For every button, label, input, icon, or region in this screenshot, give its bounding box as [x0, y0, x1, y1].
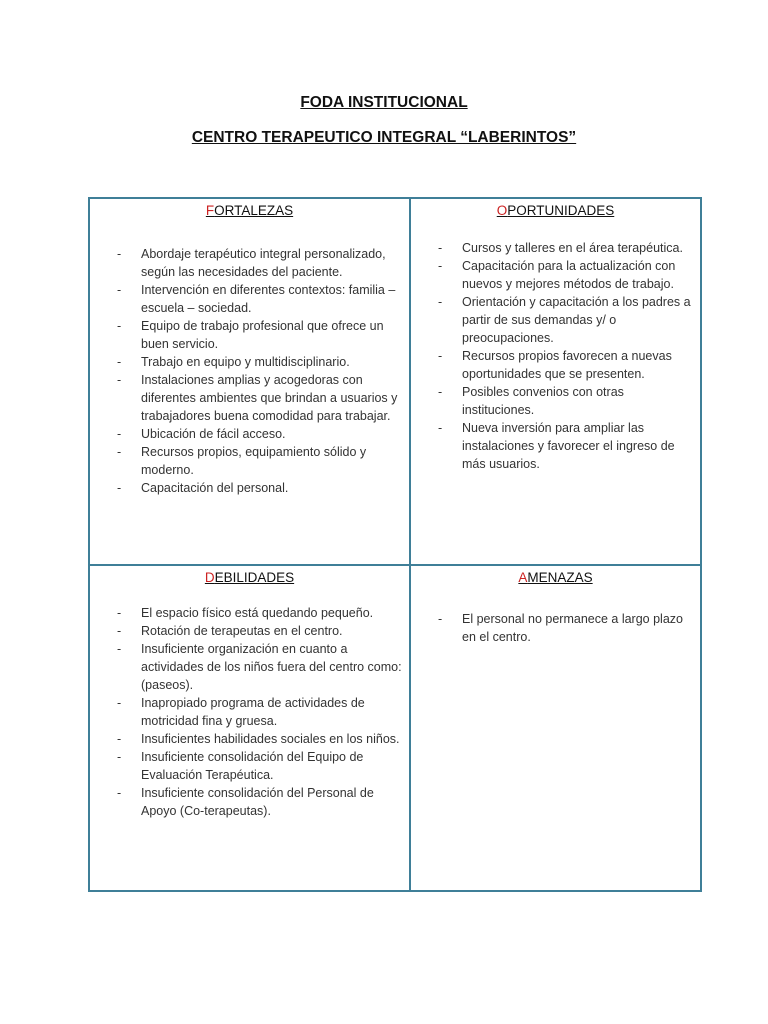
bullet-dash: -	[438, 241, 443, 255]
list-item	[117, 784, 402, 820]
heading-rest: EBILIDADES	[214, 570, 295, 585]
list-item-text: Intervención en diferentes contextos: familia – escuela – sociedad.	[141, 283, 396, 315]
list-item	[117, 622, 402, 640]
heading-initial: D	[204, 570, 215, 585]
list-item-text: Instalaciones amplias y acogedoras con diferentes ambientes que brindan a usuarios y trabajadores buena comodidad para trabajar.	[141, 373, 398, 423]
bullet-dash: -	[438, 385, 443, 399]
bullet-dash: -	[117, 786, 122, 800]
bullet-dash: -	[117, 696, 122, 710]
list-item	[117, 730, 402, 748]
cell-amenazas	[411, 566, 700, 890]
list-item	[438, 257, 698, 293]
list-item	[117, 317, 402, 353]
bullet-dash: -	[117, 445, 122, 459]
cell-oportunidades	[411, 199, 700, 564]
bullet-dash: -	[117, 283, 122, 297]
list-item	[438, 383, 698, 419]
heading-rest: MENAZAS	[527, 570, 593, 585]
list-item-text: Recursos propios, equipamiento sólido y moderno.	[141, 445, 367, 477]
list-item	[117, 245, 402, 281]
bullet-dash: -	[117, 624, 122, 638]
list-item-text: El personal no permanece a largo plazo en el centro.	[462, 612, 683, 644]
bullet-dash: -	[438, 421, 443, 435]
bullet-dash: -	[117, 319, 122, 333]
list-item	[117, 604, 402, 622]
list-item	[438, 347, 698, 383]
list-item-text: Posibles convenios con otras instituciones.	[462, 385, 624, 417]
bullet-dash: -	[117, 427, 122, 441]
list-item-text: Capacitación para la actualización con nuevos y mejores métodos de trabajo.	[462, 259, 676, 291]
list-item-text: Insuficiente consolidación del Equipo de Evaluación Terapéutica.	[141, 750, 364, 782]
list-item-text: Cursos y talleres en el área terapéutica.	[462, 241, 683, 255]
list-item	[438, 419, 698, 473]
cell-debilidades	[90, 566, 409, 890]
heading-fortalezas	[90, 203, 409, 218]
list-item-text: Insuficiente organización en cuanto a actividades de los niños fuera del centro como: (paseos).	[141, 642, 402, 692]
document-subtitle: CENTRO TERAPEUTICO INTEGRAL “LABERINTOS”	[191, 129, 577, 146]
bullet-dash: -	[117, 373, 122, 387]
bullet-dash: -	[117, 606, 122, 620]
bullet-dash: -	[117, 642, 122, 656]
list-item	[117, 640, 402, 694]
list-oportunidades	[438, 239, 698, 473]
bullet-dash: -	[438, 612, 443, 626]
cell-fortalezas	[90, 199, 409, 564]
list-item-text: Rotación de terapeutas en el centro.	[141, 624, 343, 638]
list-item-text: Insuficientes habilidades sociales en los niños.	[141, 732, 400, 746]
list-item-text: Recursos propios favorecen a nuevas oportunidades que se presenten.	[462, 349, 672, 381]
bullet-dash: -	[438, 349, 443, 363]
heading-debilidades	[90, 570, 409, 585]
list-item	[117, 371, 402, 425]
bullet-dash: -	[117, 355, 122, 369]
list-item-text: Equipo de trabajo profesional que ofrece un buen servicio.	[141, 319, 384, 351]
list-item-text: Insuficiente consolidación del Personal de Apoyo (Co-terapeutas).	[141, 786, 374, 818]
list-item-text: Ubicación de fácil acceso.	[141, 427, 286, 441]
list-fortalezas	[117, 245, 402, 497]
heading-initial: A	[518, 570, 528, 585]
heading-rest: PORTUNIDADES	[507, 203, 615, 218]
heading-initial: F	[205, 203, 215, 218]
list-debilidades	[117, 604, 402, 820]
bullet-dash: -	[117, 481, 122, 495]
list-item-text: Inapropiado programa de actividades de motricidad fina y gruesa.	[141, 696, 365, 728]
list-item-text: Abordaje terapéutico integral personalizado, según las necesidades del paciente.	[141, 247, 386, 279]
heading-rest: ORTALEZAS	[214, 203, 294, 218]
foda-table	[88, 197, 702, 892]
bullet-dash: -	[438, 259, 443, 273]
bullet-dash: -	[438, 295, 443, 309]
list-item	[117, 694, 402, 730]
heading-initial: O	[496, 203, 508, 218]
bullet-dash: -	[117, 750, 122, 764]
list-item-text: El espacio físico está quedando pequeño.	[141, 606, 374, 620]
heading-oportunidades	[411, 203, 700, 218]
bullet-dash: -	[117, 247, 122, 261]
list-amenazas	[438, 610, 693, 646]
list-item	[117, 443, 402, 479]
list-item	[117, 425, 402, 443]
list-item	[117, 281, 402, 317]
list-item-text: Trabajo en equipo y multidisciplinario.	[141, 355, 350, 369]
list-item	[117, 479, 402, 497]
list-item-text: Nueva inversión para ampliar las instalaciones y favorecer el ingreso de más usuarios.	[462, 421, 675, 471]
list-item	[438, 239, 698, 257]
bullet-dash: -	[117, 732, 122, 746]
heading-amenazas	[411, 570, 700, 585]
list-item	[438, 610, 693, 646]
list-item-text: Orientación y capacitación a los padres a partir de sus demandas y/ o preocupaciones.	[462, 295, 691, 345]
document-title: FODA INSTITUCIONAL	[300, 94, 468, 111]
list-item	[438, 293, 698, 347]
list-item	[117, 353, 402, 371]
list-item	[117, 748, 402, 784]
list-item-text: Capacitación del personal.	[141, 481, 289, 495]
